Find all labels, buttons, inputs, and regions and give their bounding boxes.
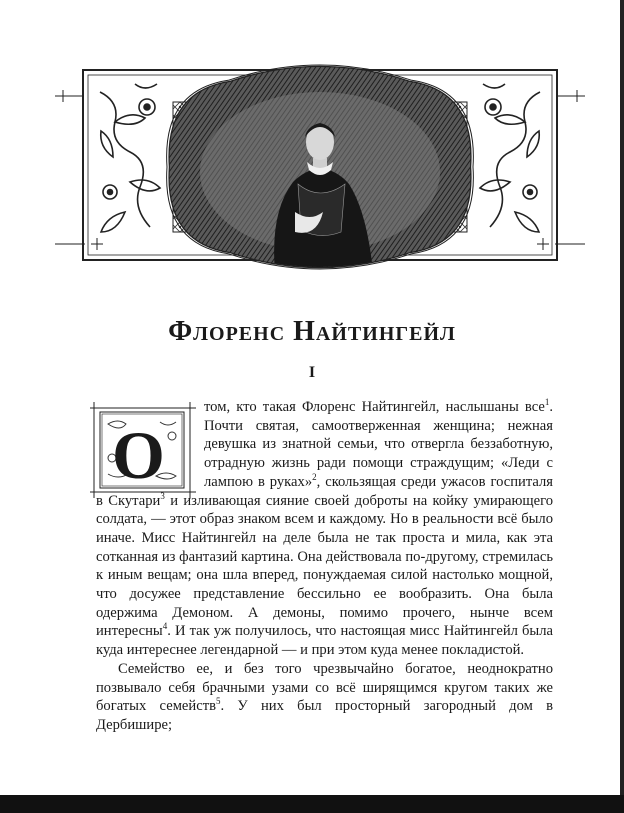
ornamental-frame [55,62,585,272]
page-edge [620,0,624,795]
footnote-4[interactable]: 4 [162,621,168,632]
footnote-3[interactable]: 3 [160,490,165,501]
page-title: Флоренс Найтингейл [168,316,456,347]
floral-ornament-right-icon [480,84,540,232]
chapter-number: I [308,364,316,381]
bottom-scan-band [0,795,624,813]
paragraph-2: Семейство ее, и без того чрезвычайно богатое, неоднократно позвывало себя брачными узами со всё ширящимся кругом таких же богатых семейств$^5$. У них был просторный загородный дом в Дербишире; [96,660,553,733]
paragraph-1: том, кто такая Флоренс Найтингейл, наслышаны все$^1$. Почти святая, самоотверженная женщина; нежная девушка из знатной семьи, что отвергла беззаботную, отрадную жизнь ради помощи страждущим; «Леди с лампою в руках»$^2$, скользящая среди ужасов госпиталя в Скутари$^3$ и изливающая сияние своей доброты на койку умирающего солдата, — этот образ знаком всем и каждому. Но в реальности всё было иначе. Мисс Найтингейл на деле была не так проста и мила, как эта сотканная из фантазий картина. Она действовала по-другому, стремилась к иным вещам; она шла вперед, понуждаемая силой настолько мощной, что досужее представление бессильно ее вообразить. Она была одержима Демоном. А демоны, помимо прочего, нынче всем интересны$^4$. И так уж получилось, что настоящая мисс Найтингейл была куда интереснее легендарной — и при этом куда менее покладистой. [96,397,554,659]
floral-ornament-left-icon [100,84,160,232]
dropcap-letter: О [112,417,165,493]
footnote-1[interactable]: 1 [544,397,550,408]
portrait-illustration [155,62,485,272]
article-body [96,398,553,735]
footnote-5[interactable]: 5 [215,696,221,707]
footnote-2[interactable]: 2 [312,471,317,482]
header-ornament [55,62,585,272]
